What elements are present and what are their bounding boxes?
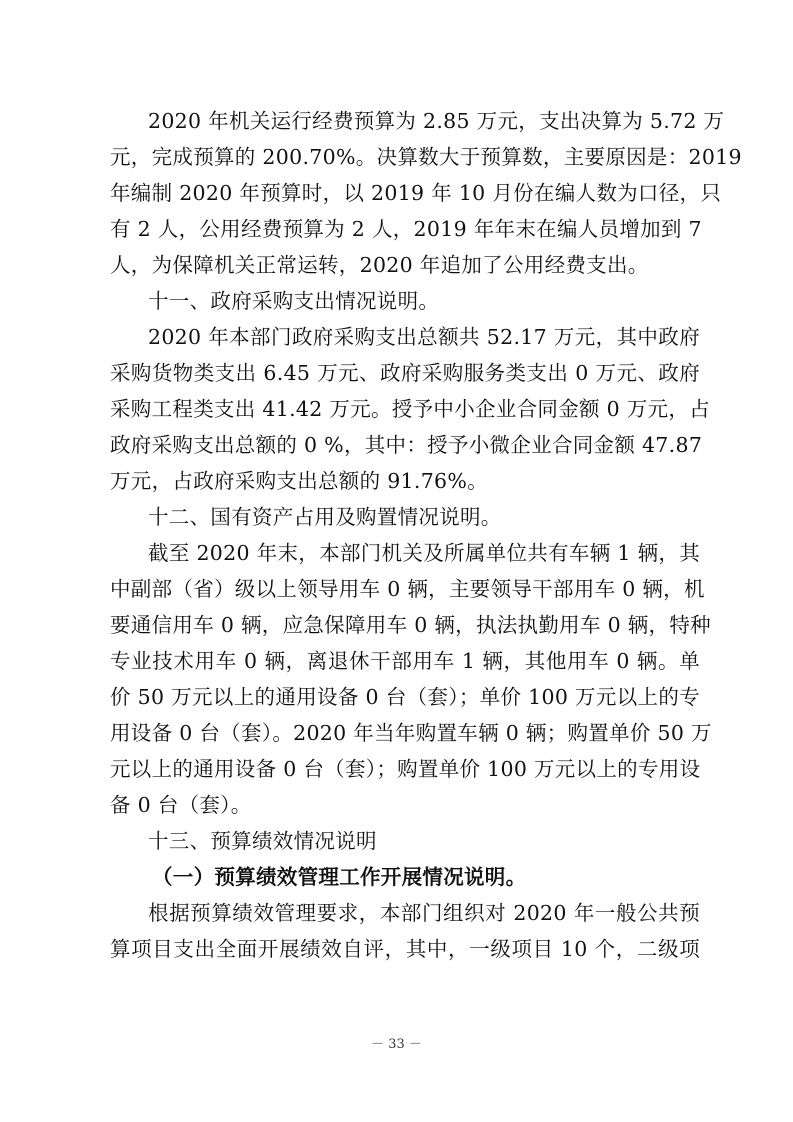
section-heading: 十三、预算绩效情况说明 [148,829,377,853]
paragraph-line: 备 0 台（套）。 [110,793,252,817]
subsection-heading: （一）预算绩效管理工作开展情况说明。 [152,865,527,889]
paragraph-line: 人，为保障机关正常运转，2020 年追加了公用经费支出。 [110,253,649,277]
paragraph-line: 元，完成预算的 200.70%。决算数大于预算数，主要原因是：2019 [110,145,742,169]
paragraph-line: 专业技术用车 0 辆，离退休干部用车 1 辆，其他用车 0 辆。单 [110,649,700,673]
paragraph-line: 2020 年机关运行经费预算为 2.85 万元，支出决算为 5.72 万 [148,109,725,133]
paragraph-line: 有 2 人，公用经费预算为 2 人，2019 年年末在编人员增加到 7 [110,217,702,241]
page-number: － 33 － [371,1037,422,1052]
paragraph-line: 采购工程类支出 41.42 万元。授予中小企业合同金额 0 万元，占 [110,397,710,421]
paragraph-line: 2020 年本部门政府采购支出总额共 52.17 万元，其中政府 [148,325,700,349]
paragraph-line: 元以上的通用设备 0 台（套）；购置单价 100 万元以上的专用设 [110,757,701,781]
section-heading: 十二、国有资产占用及购置情况说明。 [148,505,502,529]
paragraph-line: 年编制 2020 年预算时，以 2019 年 10 月份在编人数为口径，只 [110,181,722,205]
paragraph-line: 根据预算绩效管理要求，本部门组织对 2020 年一般公共预 [148,901,700,925]
paragraph-line: 政府采购支出总额的 0 %，其中：授予小微企业合同金额 47.87 [110,433,703,457]
paragraph-line: 要通信用车 0 辆，应急保障用车 0 辆，执法执勤用车 0 辆，特种 [110,613,711,637]
paragraph-line: 采购货物类支出 6.45 万元、政府采购服务类支出 0 万元、政府 [110,361,700,385]
paragraph-line: 万元，占政府采购支出总额的 91.76%。 [110,469,488,493]
paragraph-line: 算项目支出全面开展绩效自评，其中，一级项目 10 个，二级项 [110,937,700,961]
paragraph-line: 价 50 万元以上的通用设备 0 台（套）；单价 100 万元以上的专 [110,685,700,709]
paragraph-line: 中副部（省）级以上领导用车 0 辆，主要领导干部用车 0 辆，机 [110,577,705,601]
paragraph-line: 截至 2020 年末，本部门机关及所属单位共有车辆 1 辆，其 [148,541,700,565]
paragraph-line: 用设备 0 台（套）。2020 年当年购置车辆 0 辆；购置单价 50 万 [110,721,712,745]
section-heading: 十一、政府采购支出情况说明。 [148,289,440,313]
